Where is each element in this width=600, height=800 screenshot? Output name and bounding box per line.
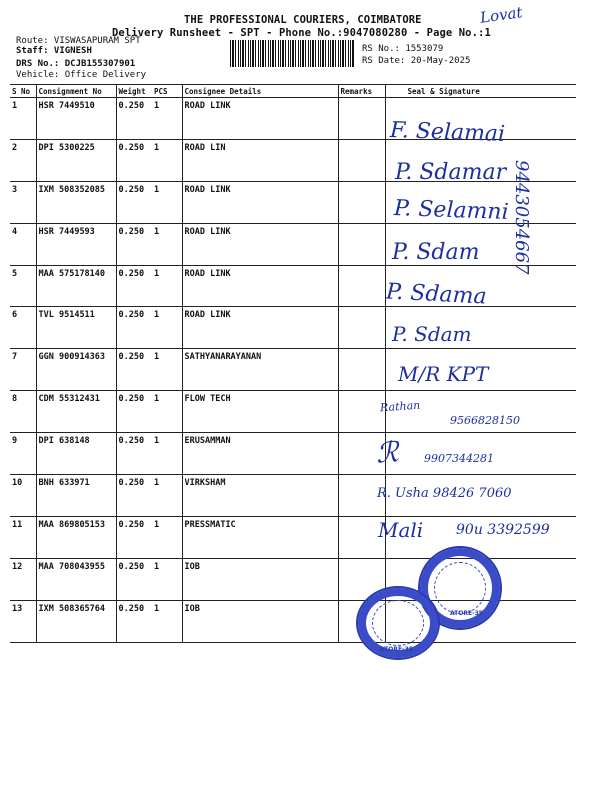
handwritten-note: Lovat xyxy=(478,3,524,27)
cell-sno: 4 xyxy=(10,223,36,265)
cell-remarks xyxy=(338,139,385,181)
cell-sno: 2 xyxy=(10,139,36,181)
drs-number: DRS No.: DCJB155307901 xyxy=(16,59,136,69)
cell-consignment: BNH 633971 xyxy=(36,475,116,517)
vehicle-label: Vehicle: Office Delivery xyxy=(16,70,147,80)
cell-consignment: MAA 575178140 xyxy=(36,265,116,307)
cell-pcs: 1 xyxy=(152,391,182,433)
signature-2: P. Sdamar xyxy=(395,160,507,185)
cell-weight: 0.250 xyxy=(116,98,152,140)
cell-remarks xyxy=(338,349,385,391)
barcode-image xyxy=(230,40,355,67)
signature-8: Rathan xyxy=(379,398,421,415)
cell-sno: 3 xyxy=(10,181,36,223)
cell-pcs: 1 xyxy=(152,139,182,181)
signature-7: M/R KPT xyxy=(398,362,489,386)
signature-5: P. Sdama xyxy=(385,279,488,310)
cell-pcs: 1 xyxy=(152,98,182,140)
cell-consignment: DPI 5300225 xyxy=(36,139,116,181)
cell-consignment: HSR 7449593 xyxy=(36,223,116,265)
cell-pcs: 1 xyxy=(152,181,182,223)
route-label: Route: VISWASAPURAM SPT xyxy=(16,36,141,46)
cell-weight: 0.250 xyxy=(116,181,152,223)
cell-weight: 0.250 xyxy=(116,600,152,642)
cell-consignee: ROAD LINK xyxy=(182,307,338,349)
rs-number: RS No.: 1553079 xyxy=(362,44,444,54)
cell-consignment: DPI 638148 xyxy=(36,433,116,475)
staff-label: Staff: VIGNESH xyxy=(16,46,92,56)
col-weight: Weight xyxy=(116,85,152,98)
col-remarks: Remarks xyxy=(338,85,385,98)
cell-sno: 11 xyxy=(10,516,36,558)
cell-remarks xyxy=(338,307,385,349)
cell-sno: 7 xyxy=(10,349,36,391)
cell-sno: 13 xyxy=(10,600,36,642)
col-consignment: Consignment No xyxy=(36,85,116,98)
cell-sno: 9 xyxy=(10,433,36,475)
rs-date: RS Date: 20-May-2025 xyxy=(362,56,471,66)
signature-11-phone: 90u 3392599 xyxy=(456,522,550,538)
cell-pcs: 1 xyxy=(152,433,182,475)
signature-9-phone: 9907344281 xyxy=(424,452,494,465)
cell-sno: 1 xyxy=(10,98,36,140)
side-phone-number: 9443054667 xyxy=(511,160,532,275)
cell-consignee: SATHYANARAYANAN xyxy=(182,349,338,391)
signature-10: R. Usha 98426 7060 xyxy=(377,486,512,501)
table-row xyxy=(10,349,576,391)
company-seal-stamp: ATORE-35 xyxy=(356,586,440,660)
cell-remarks xyxy=(338,223,385,265)
col-sno: S No xyxy=(10,85,36,98)
cell-remarks xyxy=(338,391,385,433)
cell-weight: 0.250 xyxy=(116,475,152,517)
cell-weight: 0.250 xyxy=(116,307,152,349)
signature-4: P. Sdam xyxy=(392,240,480,265)
cell-consignment: GGN 900914363 xyxy=(36,349,116,391)
cell-consignment: IXM 508365764 xyxy=(36,600,116,642)
cell-consignee: ROAD LINK xyxy=(182,223,338,265)
cell-consignment: HSR 7449510 xyxy=(36,98,116,140)
signature-8-phone: 9566828150 xyxy=(450,414,520,427)
runsheet-title: Delivery Runsheet - SPT - Phone No.:9047080280 - Page No.:1 xyxy=(112,27,491,39)
cell-weight: 0.250 xyxy=(116,558,152,600)
cell-pcs: 1 xyxy=(152,265,182,307)
cell-weight: 0.250 xyxy=(116,516,152,558)
signature-1: F. Selamai xyxy=(389,117,506,148)
cell-consignee: ROAD LIN xyxy=(182,139,338,181)
cell-pcs: 1 xyxy=(152,516,182,558)
col-consignee: Consignee Details xyxy=(182,85,338,98)
cell-weight: 0.250 xyxy=(116,139,152,181)
signature-6: P. Sdam xyxy=(392,322,472,346)
cell-sno: 8 xyxy=(10,391,36,433)
table-header-row xyxy=(10,85,576,98)
cell-consignee: ROAD LINK xyxy=(182,265,338,307)
cell-consignee: PRESSMATIC xyxy=(182,516,338,558)
cell-consignee: IOB xyxy=(182,600,338,642)
cell-consignment: MAA 869805153 xyxy=(36,516,116,558)
cell-consignee: ROAD LINK xyxy=(182,181,338,223)
cell-consignment: IXM 508352085 xyxy=(36,181,116,223)
cell-pcs: 1 xyxy=(152,223,182,265)
cell-weight: 0.250 xyxy=(116,265,152,307)
cell-pcs: 1 xyxy=(152,349,182,391)
cell-consignee: FLOW TECH xyxy=(182,391,338,433)
cell-weight: 0.250 xyxy=(116,433,152,475)
cell-remarks xyxy=(338,181,385,223)
cell-pcs: 1 xyxy=(152,475,182,517)
cell-sno: 6 xyxy=(10,307,36,349)
cell-weight: 0.250 xyxy=(116,223,152,265)
signature-9-mark: ℛ xyxy=(374,435,400,470)
cell-pcs: 1 xyxy=(152,307,182,349)
signature-11: Mali xyxy=(378,518,424,542)
cell-sno: 10 xyxy=(10,475,36,517)
table-row xyxy=(10,265,576,307)
cell-remarks xyxy=(338,265,385,307)
company-name: THE PROFESSIONAL COURIERS, COIMBATORE xyxy=(184,14,422,26)
cell-remarks xyxy=(338,98,385,140)
col-seal-signature: Seal & Signature xyxy=(385,85,576,98)
cell-weight: 0.250 xyxy=(116,349,152,391)
company-seal-stamp: ATORE-35 xyxy=(418,546,502,630)
cell-sno: 12 xyxy=(10,558,36,600)
cell-sno: 5 xyxy=(10,265,36,307)
cell-consignment: CDM 55312431 xyxy=(36,391,116,433)
table-row xyxy=(10,223,576,265)
cell-consignment: MAA 708043955 xyxy=(36,558,116,600)
cell-consignee: ERUSAMMAN xyxy=(182,433,338,475)
cell-pcs: 1 xyxy=(152,558,182,600)
cell-consignee: VIRKSHAM xyxy=(182,475,338,517)
cell-consignee: ROAD LINK xyxy=(182,98,338,140)
cell-pcs: 1 xyxy=(152,600,182,642)
cell-consignee: IOB xyxy=(182,558,338,600)
col-pcs: PCS xyxy=(152,85,182,98)
signature-3: P. Selamni xyxy=(393,196,510,225)
cell-consignment: TVL 9514511 xyxy=(36,307,116,349)
cell-weight: 0.250 xyxy=(116,391,152,433)
table-row xyxy=(10,307,576,349)
